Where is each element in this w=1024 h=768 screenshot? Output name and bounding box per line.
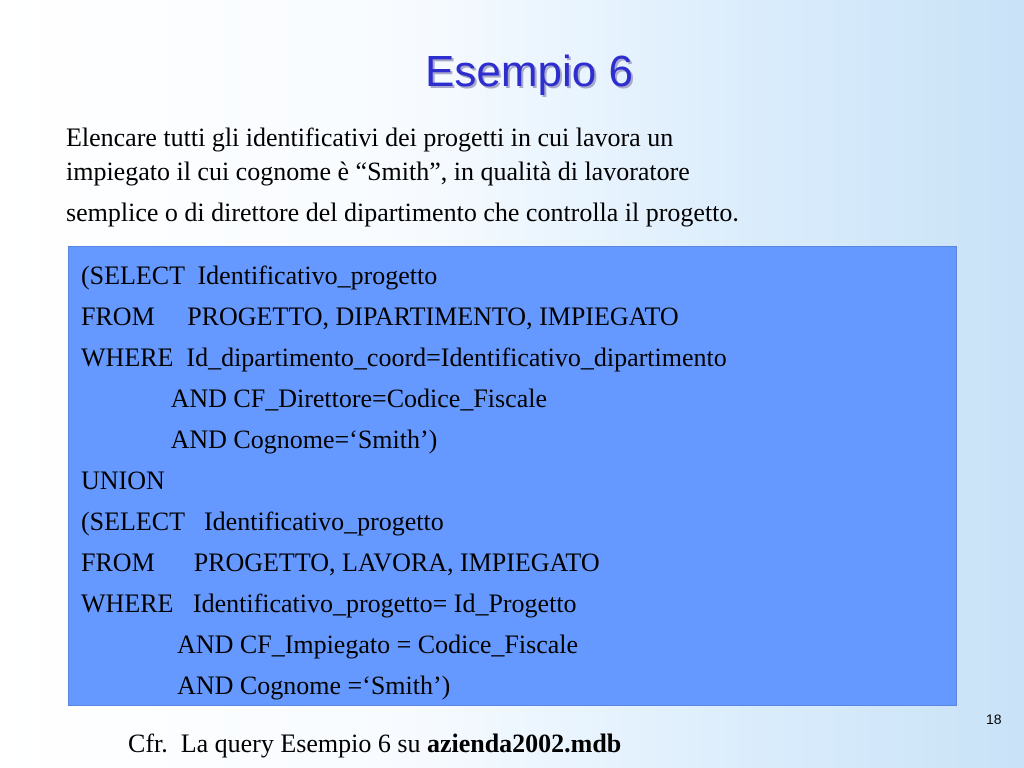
sql-line-select-1: (SELECT Identificativo_progetto [81, 261, 438, 290]
sql-line-and-direttore: AND CF_Direttore=Codice_Fiscale [81, 384, 547, 413]
sql-line-and-impiegato: AND CF_Impiegato = Codice_Fiscale [81, 630, 579, 659]
intro-text-line-1: Elencare tutti gli identificativi dei progetti in cui lavora un [66, 123, 674, 152]
footer-file-name: azienda2002.mdb [426, 729, 622, 758]
sql-query-box [68, 246, 957, 706]
page-number: 18 [986, 711, 1002, 727]
sql-line-select-2: (SELECT Identificativo_progetto [81, 507, 444, 536]
slide-title: Esempio 6 [425, 47, 633, 96]
intro-text-line-3: semplice o di direttore del dipartimento che controlla il progetto. [66, 198, 739, 227]
sql-line-and-cognome-2: AND Cognome =‘Smith’) [81, 671, 451, 700]
sql-line-and-cognome-1: AND Cognome=‘Smith’) [81, 425, 438, 454]
sql-line-where-1: WHERE Id_dipartimento_coord=Identificativo_dipartimento [81, 343, 727, 372]
sql-line-from-2: FROM PROGETTO, LAVORA, IMPIEGATO [81, 548, 600, 577]
sql-line-from-1: FROM PROGETTO, DIPARTIMENTO, IMPIEGATO [81, 302, 679, 331]
sql-line-where-2: WHERE Identificativo_progetto= Id_Progetto [81, 589, 577, 618]
intro-text-line-2: impiegato il cui cognome è “Smith”, in qualità di lavoratore [66, 157, 690, 186]
footer-note [128, 727, 621, 761]
footer-prefix: Cfr. La query Esempio 6 su [128, 729, 427, 758]
sql-line-union: UNION [81, 466, 165, 495]
